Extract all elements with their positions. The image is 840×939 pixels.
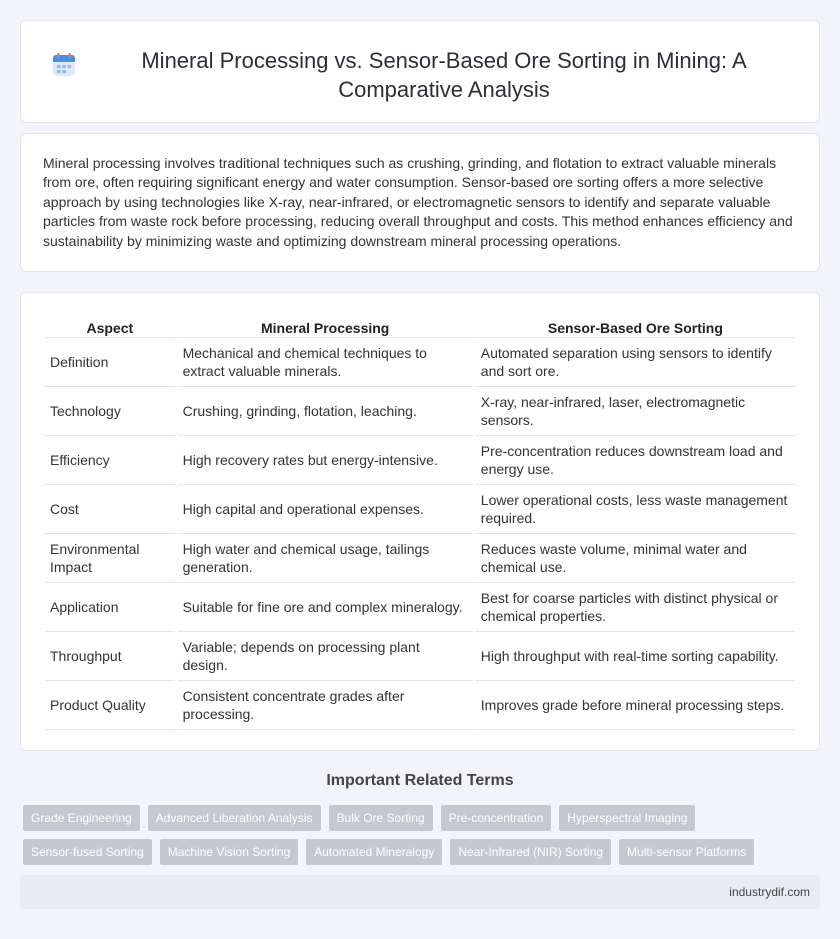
table-row <box>45 485 795 534</box>
intro-card <box>20 133 820 272</box>
aspect-cell: Environmental Impact <box>45 534 175 583</box>
mineral-processing-cell: Variable; depends on processing plant design. <box>178 632 473 681</box>
mineral-processing-cell: Suitable for fine ore and complex mineralogy. <box>178 583 473 632</box>
related-term-tag[interactable]: Advanced Liberation Analysis <box>148 805 321 831</box>
mineral-processing-cell: High recovery rates but energy-intensive. <box>178 436 473 485</box>
table-row <box>45 436 795 485</box>
aspect-cell: Product Quality <box>45 681 175 730</box>
mineral-processing-cell: High water and chemical usage, tailings generation. <box>178 534 473 583</box>
table-row <box>45 632 795 681</box>
sensor-sorting-cell: Automated separation using sensors to identify and sort ore. <box>476 338 795 387</box>
header-aspect: Aspect <box>45 315 175 338</box>
related-term-tag[interactable]: Machine Vision Sorting <box>160 839 299 865</box>
mineral-processing-cell: Mechanical and chemical techniques to extract valuable minerals. <box>178 338 473 387</box>
aspect-cell: Efficiency <box>45 436 175 485</box>
mineral-processing-cell: Crushing, grinding, flotation, leaching. <box>178 387 473 436</box>
comparison-card <box>20 292 820 751</box>
table-row <box>45 338 795 387</box>
sensor-sorting-cell: Reduces waste volume, minimal water and chemical use. <box>476 534 795 583</box>
calendar-icon <box>51 52 77 78</box>
related-term-tag[interactable]: Automated Mineralogy <box>306 839 442 865</box>
table-row <box>45 583 795 632</box>
aspect-cell: Cost <box>45 485 175 534</box>
aspect-cell: Technology <box>45 387 175 436</box>
related-term-tag[interactable]: Near-Infrared (NIR) Sorting <box>450 839 611 865</box>
related-term-tag[interactable]: Multi-sensor Platforms <box>619 839 754 865</box>
title-card <box>20 20 820 123</box>
table-row <box>45 387 795 436</box>
page-title: Mineral Processing vs. Sensor-Based Ore Sorting in Mining: A Comparative Analysis <box>141 48 747 102</box>
related-terms-heading: Important Related Terms <box>326 772 514 789</box>
related-term-tag[interactable]: Hyperspectral Imaging <box>559 805 695 831</box>
related-term-tag[interactable]: Pre-concentration <box>441 805 552 831</box>
related-term-tag[interactable]: Bulk Ore Sorting <box>329 805 433 831</box>
sensor-sorting-cell: Lower operational costs, less waste management required. <box>476 485 795 534</box>
sensor-sorting-cell: High throughput with real-time sorting capability. <box>476 632 795 681</box>
header-sensor-sorting: Sensor-Based Ore Sorting <box>476 315 795 338</box>
sensor-sorting-cell: Pre-concentration reduces downstream load and energy use. <box>476 436 795 485</box>
table-row <box>45 681 795 730</box>
aspect-cell: Application <box>45 583 175 632</box>
sensor-sorting-cell: Best for coarse particles with distinct physical or chemical properties. <box>476 583 795 632</box>
aspect-cell: Definition <box>45 338 175 387</box>
comparison-table <box>42 315 798 730</box>
footer <box>20 875 820 909</box>
sensor-sorting-cell: X-ray, near-infrared, laser, electromagnetic sensors. <box>476 387 795 436</box>
table-row <box>45 534 795 583</box>
table-header-row <box>45 315 795 338</box>
aspect-cell: Throughput <box>45 632 175 681</box>
mineral-processing-cell: Consistent concentrate grades after processing. <box>178 681 473 730</box>
intro-paragraph: Mineral processing involves traditional techniques such as crushing, grinding, and flotation to extract valuable minerals from ore, often requiring significant energy and water consumption. Sensor-based ore sorting offers a more selective approach by using technologies like X-ray, near-infrared, or electromagnetic sensors to identify and separate valuable particles from waste rock before processing, reducing overall throughput and costs. This method enhances efficiency and sustainability by minimizing waste and optimizing downstream mineral processing operations. <box>43 155 793 249</box>
related-term-tag[interactable]: Grade Engineering <box>23 805 140 831</box>
header-mineral-processing: Mineral Processing <box>178 315 473 338</box>
footer-site-link[interactable]: industrydif.com <box>729 885 810 899</box>
related-terms-list <box>23 805 823 873</box>
related-term-tag[interactable]: Sensor-fused Sorting <box>23 839 152 865</box>
mineral-processing-cell: High capital and operational expenses. <box>178 485 473 534</box>
sensor-sorting-cell: Improves grade before mineral processing steps. <box>476 681 795 730</box>
